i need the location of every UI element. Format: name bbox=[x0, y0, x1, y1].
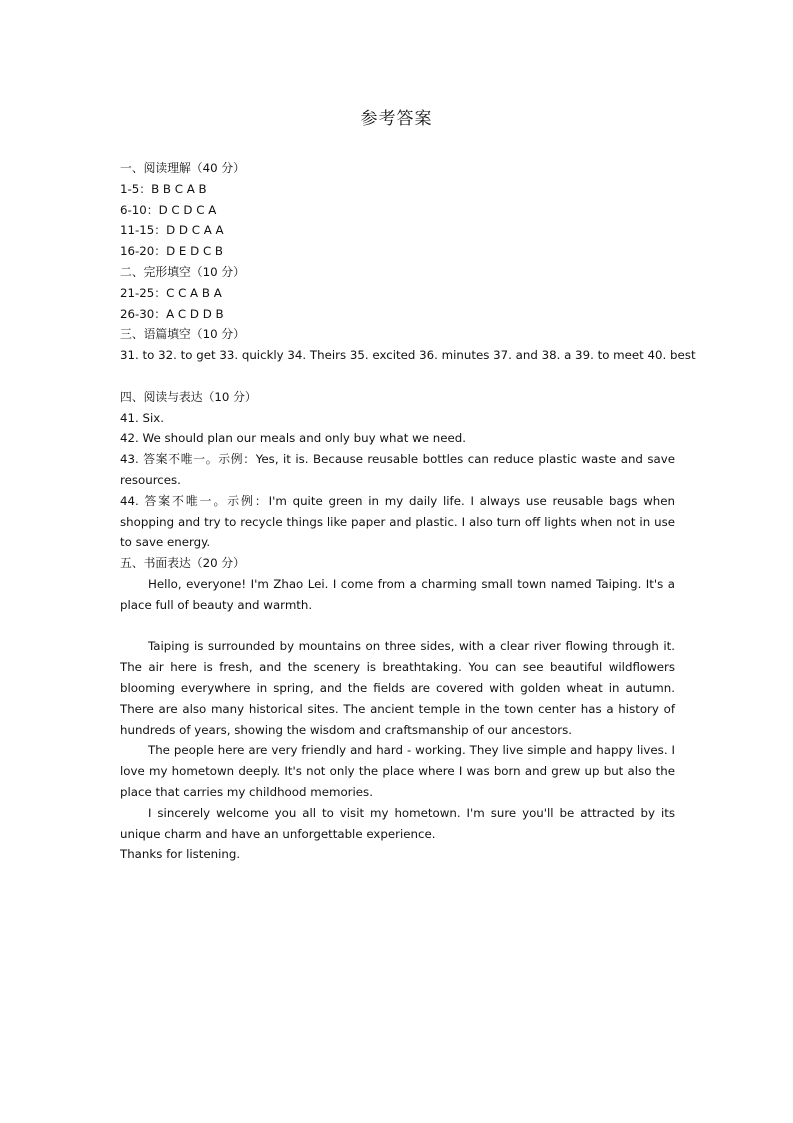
essay-paragraph-3: The people here are very friendly and hard - working. They live simple and happy lives. I love my hometown deeply. It's not only the place where I was born and grew up but also the place that carries my childhood memories. bbox=[120, 743, 675, 799]
section-heading-reading-expression: 四、阅读与表达（10 分） bbox=[120, 389, 257, 404]
blank-line bbox=[120, 366, 675, 387]
answer-44: 44. 答案不唯一。示例：I'm quite green in my daily life. I always use reusable bags when shopping and try to recycle things like paper and plastic. I also turn off lights when not in use to save energy. bbox=[120, 493, 675, 550]
section-heading-cloze: 二、完形填空（10 分） bbox=[120, 264, 245, 279]
answer-line-6-10: 6-10：D C D C A bbox=[120, 202, 217, 217]
essay-paragraph-1: Hello, everyone! I'm Zhao Lei. I come from a charming small town named Taiping. It's a place full of beauty and warmth. bbox=[120, 576, 675, 612]
answer-41: 41. Six. bbox=[120, 410, 165, 425]
page-title: 参考答案 bbox=[360, 109, 433, 129]
essay-closing: Thanks for listening. bbox=[120, 847, 241, 862]
essay-paragraph-2: Taiping is surrounded by mountains on three sides, with a clear river flowing through it. The air here is fresh, and the scenery is breathtaking. You can see beautiful wildflowers blooming everywhere in spring, and the fields are covered with golden wheat in autumn. There are also many historical sites. The ancient temple in the town center has a history of hundreds of years, showing the wisdom and craftsmanship of our ancestors. bbox=[120, 639, 675, 737]
answer-content bbox=[120, 158, 696, 865]
answer-line-26-30: 26-30：A C D D B bbox=[120, 306, 224, 321]
section-heading-text-completion: 三、语篇填空（10 分） bbox=[120, 327, 245, 342]
answer-line-21-25: 21-25：C C A B A bbox=[120, 285, 222, 300]
blank-line bbox=[120, 616, 675, 637]
answer-42: 42. We should plan our meals and only buy what we need. bbox=[120, 431, 466, 446]
answer-line-16-20: 16-20：D E D C B bbox=[120, 244, 224, 259]
section-heading-reading: 一、阅读理解（40 分） bbox=[120, 161, 245, 175]
essay-paragraph-4: I sincerely welcome you all to visit my hometown. I'm sure you'll be attracted by its unique charm and have an unforgettable experience. bbox=[120, 805, 675, 841]
answer-43: 43. 答案不唯一。示例：Yes, it is. Because reusable bottles can reduce plastic waste and save resources. bbox=[120, 452, 675, 487]
section-heading-writing: 五、书面表达（20 分） bbox=[120, 556, 245, 571]
answer-line-1-5: 1-5：B B C A B bbox=[120, 181, 207, 196]
answer-line-31-40: 31. to 32. to get 33. quickly 34. Theirs 35. excited 36. minutes 37. and 38. a 39. to meet 40. best bbox=[120, 348, 696, 363]
answer-line-11-15: 11-15：D D C A A bbox=[120, 223, 224, 238]
